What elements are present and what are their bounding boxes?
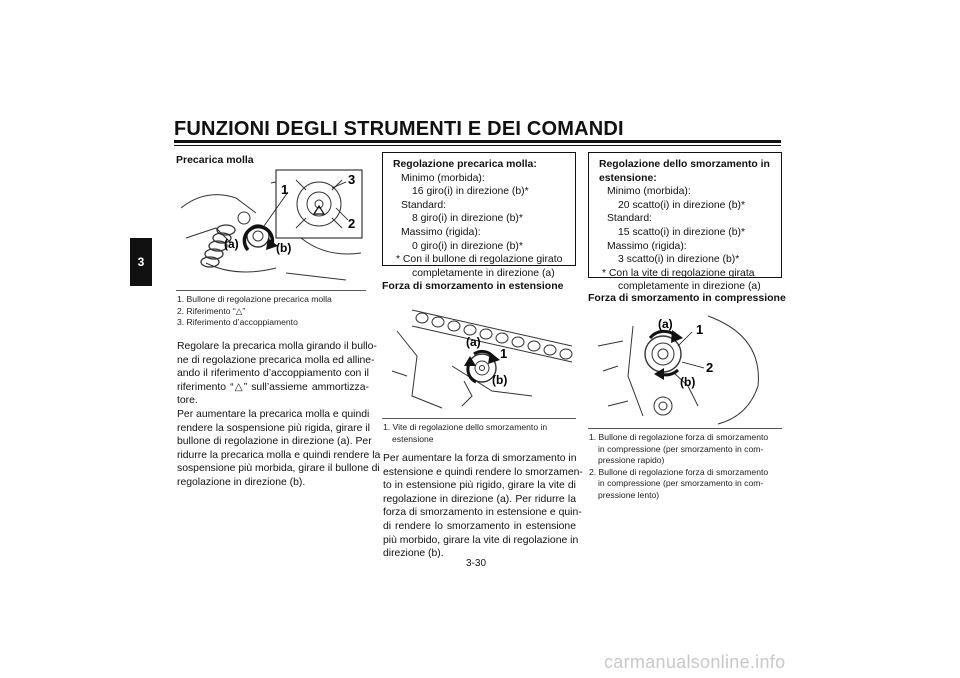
section-title-precarica: Precarica molla [176,154,254,166]
caption-item: 1. Vite di regolazione dello smorzamento in [383,422,548,432]
label-b: (b) [276,241,292,255]
spec-line: Massimo (rigida): [607,240,687,252]
text-line: forza di smorzamento in estensione e quin- [383,507,582,519]
text-line: di rendere lo smorzamento in estensione [383,520,576,532]
spec-line: Massimo (rigida): [401,226,481,238]
spec-line: * Con la vite di regolazione girata [602,267,755,279]
text-line: direzione (b). [383,548,444,560]
spec-line: 16 giro(i) in direzione (b)* [412,186,529,198]
spec-line: completamente in direzione (a) [618,281,761,293]
spec-lines [393,172,567,281]
caption-item: estensione [392,433,434,444]
section-title-compression: Forza di smorzamento in compressione [588,292,786,304]
text-line: riferimento “△” sull’assieme ammortizza- [177,381,369,393]
spec-line: Minimo (morbida): [607,186,691,198]
spec-line: * Con il bullone di regolazione girato [396,254,563,266]
spec-line: completamente in direzione (a) [412,267,555,279]
spec-box-rebound [588,152,782,293]
spec-title: Regolazione dello smorzamento in [599,159,770,170]
section-title-extension: Forza di smorzamento in estensione [382,280,564,292]
text-line: regolazione in direzione (b). [177,476,306,488]
figure-rule [382,418,576,419]
label-3: 3 [348,172,356,187]
figure-rule [176,290,366,291]
caption-right [589,432,768,501]
caption-item: pressione rapido) [598,455,665,465]
header-rule-thin [174,145,781,146]
text-line: ne di regolazione precarica molla ed alline- [177,354,375,366]
text-line: tore. [177,395,198,407]
spec-lines [599,185,773,294]
spec-line: 0 giro(i) in direzione (b)* [412,240,523,252]
label-2: 2 [706,360,714,375]
label-2: 2 [348,216,356,231]
body-text-left [177,340,381,490]
caption-item: 1. Bullone di regolazione precarica molla [177,294,332,304]
header-rule [174,140,781,143]
spec-line: 8 giro(i) in direzione (b)* [412,213,523,225]
figure-spring-preload [176,168,366,288]
text-line: ridurre la precarica molla e quindi rendere la [177,449,381,461]
label-a: (a) [224,237,239,251]
caption-item: pressione lento) [598,489,660,500]
figure-rebound-damping [382,296,576,416]
spec-title: Regolazione precarica molla: [393,159,537,170]
page-number: 3-30 [466,558,487,569]
text-line: Regolare la precarica molla girando il bullo- [177,341,377,352]
text-line: Per aumentare la precarica molla e quindi [177,408,370,420]
spec-title-cont: estensione: [599,172,657,184]
text-line: più morbido, girare la vite di regolazione in [383,534,579,546]
caption-item: 2. Riferimento “△” [177,305,246,316]
caption-middle [383,422,547,445]
body-text-middle [383,452,583,561]
label-b: (b) [492,373,508,387]
label-1: 1 [696,322,704,337]
text-line: estensione e quindi rendere lo smorzamen- [383,466,583,478]
caption-left [177,294,332,329]
caption-item: in compressione (per smorzamento in com- [598,443,764,454]
text-line: ando il riferimento d’accoppiamento con il [177,368,369,380]
text-line: bullone di regolazione in direzione (a). Per [177,436,372,448]
label-a: (a) [466,335,481,349]
caption-item: 1. Bullone di regolazione forza di smorzamento [589,432,769,442]
figure-rule [588,428,782,429]
caption-item: 2. Bullone di regolazione forza di smorzamento [589,466,769,477]
caption-item: in compressione (per smorzamento in com- [598,478,764,488]
text-line: regolazione in direzione (a). Per ridurre la [383,493,576,505]
label-1: 1 [281,182,289,197]
text-line: sospensione più morbida, girare il bullone di [177,463,380,475]
spec-line: 20 scatto(i) in direzione (b)* [618,199,746,211]
text-line: to in estensione più rigido, girare la vite di [383,480,576,492]
watermark: carmanualsonline.info [604,652,786,672]
spec-box-preload [382,152,576,279]
text-line: Per aumentare la forza di smorzamento in [383,453,577,464]
chapter-tab[interactable]: 3 [130,238,152,286]
caption-item: 3. Riferimento d’accoppiamento [177,317,298,327]
figure-compression-damping [588,306,782,426]
spec-line: 15 scatto(i) in direzione (b)* [618,226,746,238]
spec-line: 3 scatto(i) in direzione (b)* [618,254,740,266]
page-header-title: FUNZIONI DEGLI STRUMENTI E DEI COMANDI [174,118,624,140]
label-a: (a) [658,317,673,331]
spec-line: Standard: [401,199,447,211]
label-1: 1 [500,346,508,361]
spec-line: Minimo (morbida): [401,172,485,184]
label-b: (b) [680,375,696,389]
spec-line: Standard: [607,213,653,225]
text-line: rendere la sospensione più rigida, girare il [177,422,370,434]
